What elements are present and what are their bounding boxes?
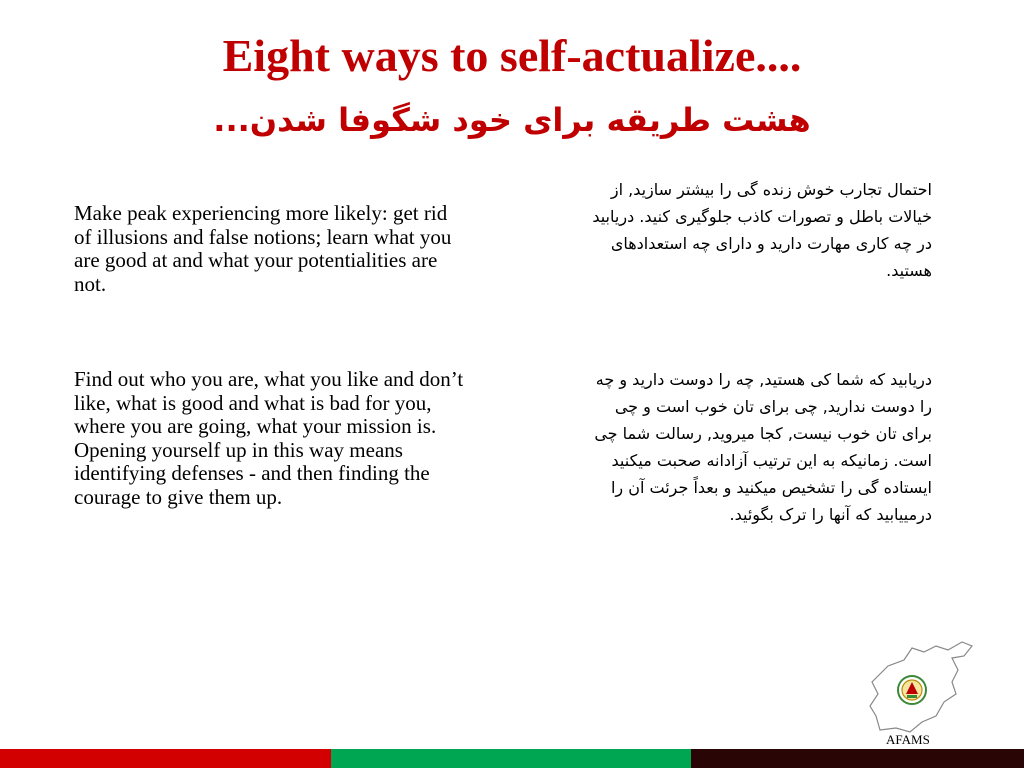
slide-title: Eight ways to self-actualize....: [222, 30, 802, 81]
footer-label: AFAMS: [886, 732, 930, 747]
footer-stripe-green: [331, 749, 691, 768]
footer-stripe-red: [0, 749, 331, 768]
paragraph-en-1: Make peak experiencing more likely: get rid of illusions and false notions; learn what you are good at and what your potentialities are not.: [74, 201, 452, 296]
slide-title-persian: هشت طریقه برای خود شگوفا شدن...: [213, 101, 811, 139]
afghanistan-map-emblem-icon: [866, 636, 976, 736]
footer-stripe-black: [691, 749, 1024, 768]
paragraph-fa-2: دریابید که شما کی هستید, چه را دوست دارید و چه را دوست ندارید, چی برای تان خوب است و چی برای تان خوب نیست, کجا میروید, رسالت شما چی است. زمانیکه به این ترتیب آزادانه صحبت میکنید ایستاده گی را تشخیص میکنید و بعداً جرئت آن را درمییابید که آنها را ترک بگوئید.: [594, 370, 932, 524]
paragraph-fa-1: احتمال تجارب خوش زنده گی را بیشتر سازید, از خیالات باطل و تصورات کاذب جلوگیری کنید. دریابید در چه کاری مهارت دارید و دارای چه استعدادهای هستید.: [592, 180, 932, 280]
paragraph-en-2: Find out who you are, what you like and don’t like, what is good and what is bad for you, where you are going, what your mission is. Opening yourself up in this way means identifying defenses - and then finding the courage to give them up.: [74, 367, 464, 509]
